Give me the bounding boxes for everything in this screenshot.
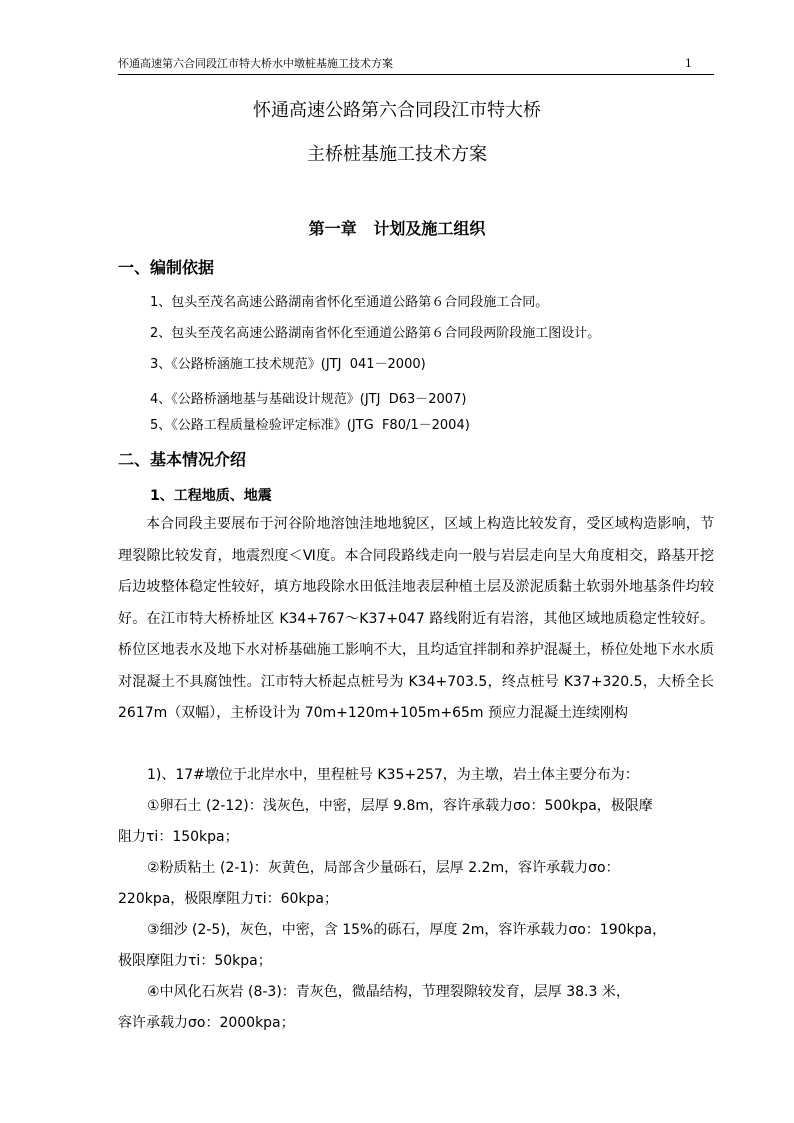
chapter-heading: 第一章 计划及施工组织	[308, 219, 486, 238]
reference-item: 5、《公路工程质量检验评定标准》(JTG F80/1－2004)	[150, 418, 470, 433]
reference-item: 4、《公路桥涵地基与基础设计规范》(JTJ D63－2007)	[150, 392, 467, 407]
layer-4-line1: ④中风化石灰岩 (8-3)：青灰色，微晶结构，节理裂隙较发育，层厚 38.3 米，	[147, 984, 630, 1000]
geology-paragraph: 本合同段主要展布于河谷阶地溶蚀洼地地貌区，区域上构造比较发育，受区域构造影响，节理裂隙比较发育，地震烈度＜Ⅵ度。本合同段路线走向一般与岩层走向呈大角度相交，路基开挖后边坡整体稳定性较好，填方地段除水田低洼地表层种植土层及淤泥质黏土软弱外地基条件均较好。在江市特大桥桥址区 K34+767～K37+047 路线附近有岩溶，其他区域地质稳定性较好。桥位区地表水及地下水对桥基础施工影响不大，且均适宜拌制和养护混凝土，桥位处地下水水质对混凝土不具腐蚀性。江市特大桥起点桩号为 K34+703.5，终点桩号 K37+320.5，大桥全长 2617m（双幅），主桥设计为 70m+120m+105m+65m 预应力混凝土连续刚构	[118, 516, 714, 721]
page-number: 1	[685, 57, 692, 70]
layer-4-line2: 容许承载力σo：2000kpa；	[118, 1015, 295, 1031]
layer-1-line1: ①卵石土 (2-12)：浅灰色，中密，层厚 9.8m，容许承载力σo：500kpa，极限摩	[147, 798, 653, 814]
reference-item: 1、包头至茂名高速公路湖南省怀化至通道公路第６合同段施工合同。	[150, 295, 549, 310]
header-title: 怀通高速第六合同段江市特大桥水中墩桩基施工技术方案	[118, 57, 393, 70]
reference-item: 2、包头至茂名高速公路湖南省怀化至通道公路第６合同段两阶段施工图设计。	[150, 326, 601, 341]
document-title-line1: 怀通高速公路第六合同段江市特大桥	[253, 100, 541, 121]
page-header	[118, 56, 714, 75]
pier-intro: 1)、17#墩位于北岸水中，里程桩号 K35+257，为主墩，岩土体主要分布为：	[147, 767, 639, 783]
layer-3-line1: ③细沙 (2-5)，灰色，中密，含 15%的砾石，厚度 2m，容许承载力σo：190kpa，	[147, 922, 667, 938]
layer-2-line2: 220kpa，极限摩阻力τi：60kpa；	[118, 891, 339, 907]
section-heading-overview: 二、基本情况介绍	[118, 450, 247, 469]
layer-2-line1: ②粉质粘土 (2-1)：灰黄色，局部含少量砾石，层厚 2.2m，容许承载力σo：	[147, 860, 620, 876]
document-title-line2: 主桥桩基施工技术方案	[307, 144, 487, 165]
section-heading-basis: 一、编制依据	[118, 258, 215, 277]
reference-item: 3、《公路桥涵施工技术规范》(JTJ 041－2000)	[150, 357, 426, 372]
subsection-heading-geology: 1、工程地质、地震	[150, 488, 272, 504]
layer-3-line2: 极限摩阻力τi：50kpa；	[118, 953, 272, 969]
layer-1-line2: 阻力τi：150kpa；	[118, 829, 239, 845]
